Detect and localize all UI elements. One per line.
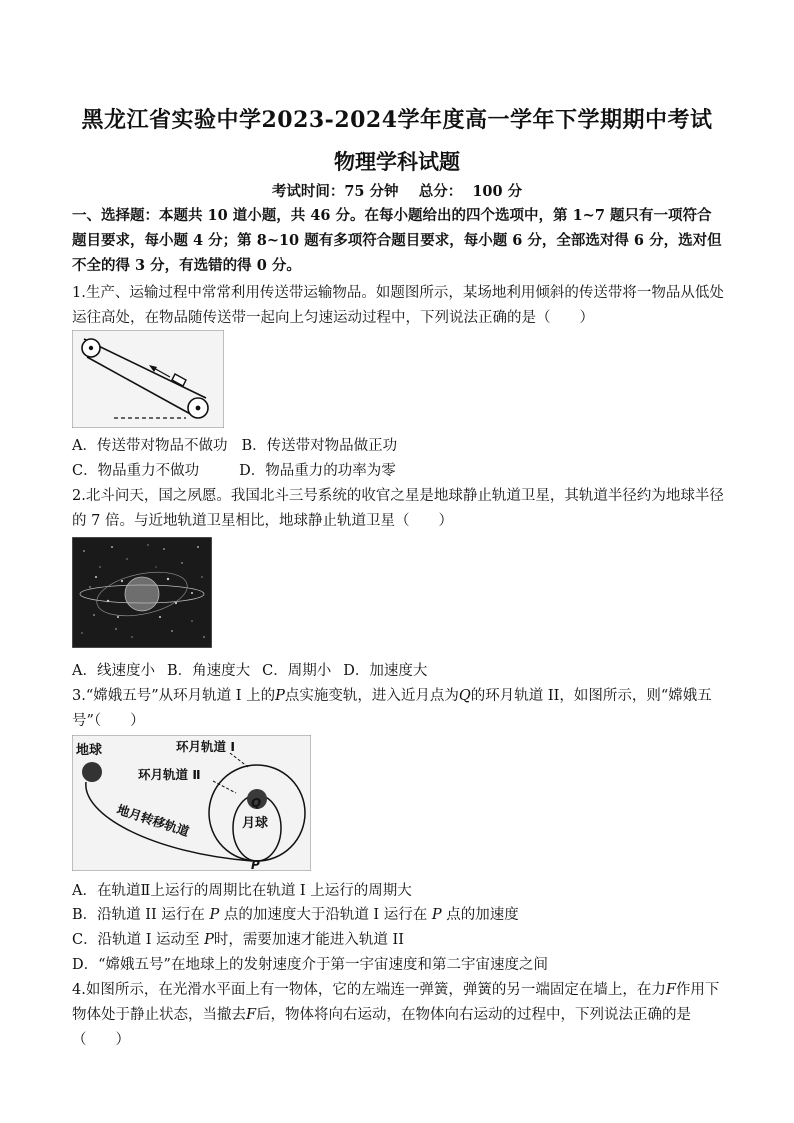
q2-stem: 2.北斗问天，国之夙愿。我国北斗三号系统的收官之星是地球静止轨道卫星，其轨道半径约为地球半径的 7 倍。与近地轨道卫星相比，地球静止轨道卫星（ ） [72,488,724,529]
q3-option-b-text-2: 点的加速度大于沿轨道 I 运行在 [219,907,432,923]
q3-stem-text-3: 的环月轨道 II，如图所示，则“嫦娥五号”（ ） [72,688,712,729]
exam-info: 考试时间：75 分钟 总分： 100 分 [271,183,523,200]
q2-option-d[interactable]: D．加速度大 [343,663,428,679]
exam-title: 黑龙江省实验中学2023-2024学年度高一学年下学期期中考试 [81,107,713,133]
lunar-orbit-diagram [72,735,311,871]
q3-option-c[interactable] [72,928,404,949]
point-q-label: Q [251,796,262,810]
q2-options [72,659,427,680]
q3-stem [72,684,724,734]
transfer-orbit-label: 地月转移轨道 [115,801,192,840]
earth-globe [125,577,159,611]
q4-stem-text-3: 后，物体将向右运动，在物体向右运动的过程中，下列说法正确的是（ ） [72,1007,692,1048]
earth-label: 地球 [76,743,103,758]
q1-options-row2 [72,459,396,480]
q3-option-d[interactable]: D．“嫦娥五号”在地球上的发射速度介于第一宇宙速度和第二宇宙速度之间 [72,957,548,973]
moon-label: 月球 [242,816,269,831]
q1-option-b[interactable]: B．传送带对物品做正功 [241,438,398,454]
q3-option-b-text-3: 点的加速度 [441,907,519,923]
section-instructions: 一、选择题：本题共 10 道小题，共 46 分。在每小题给出的四个选项中，第 1~7 题只有一项符合题目要求，每小题 4 分；第 8~10 题有多项符合题目要求，每小题 6 分，全部选对得 6 分，选对但不全的得 3 分，有选错的得 0 分。 [72,207,722,274]
q2-option-b[interactable]: B．角速度大 [166,663,251,679]
conveyor-belt-diagram [72,330,224,428]
conveyor-belt-figure [72,330,224,428]
q4-stem-text-1: 4.如图所示，在光滑水平面上有一物体，它的左端连一弹簧，弹簧的另一端固定在墙上，在力 [72,982,666,998]
point-p-label: P [251,858,260,871]
lunar-orbit-figure [72,735,311,871]
q3-option-c-var-p: P [204,932,214,948]
q4-var-f: F [665,982,676,998]
q3-option-b-var-p: P [209,907,220,923]
exam-subtitle: 物理学科试题 [334,149,460,174]
q1-option-c[interactable]: C．物品重力不做功 [72,463,200,479]
q1-options-row1 [72,434,397,455]
q2-option-c[interactable]: C．周期小 [262,663,332,679]
q1-option-d[interactable]: D．物品重力的功率为零 [239,463,396,479]
q3-option-c-text-1: C．沿轨道 I 运动至 [72,932,205,948]
orbit-2-label: 环月轨道 Ⅱ [138,767,201,782]
q4-var-f-2: F [246,1007,257,1023]
q3-option-b-text-1: B．沿轨道 II 运行在 [72,907,210,923]
q1-stem: 1.生产、运输过程中常常利用传送带运输物品。如题图所示，某场地利用倾斜的传送带将一物品从低处运往高处，在物品随传送带一起向上匀速运动过程中，下列说法正确的是（ ） [72,285,724,326]
earth-dot [82,762,102,782]
q3-option-c-text-2: 时，需要加速才能进入轨道 II [213,932,404,948]
q3-stem-text-1: 3.“嫦娥五号”从环月轨道 I 上的 [72,688,276,704]
q3-var-p: P [275,688,285,704]
q4-stem-text-2: 作用下物体处于静止状态，当撤去 [72,982,720,1023]
q4-stem [72,978,724,1053]
q3-var-q: Q [458,688,471,704]
q1-option-a[interactable]: A．传送带对物品不做功 [72,438,228,454]
q3-stem-text-2: 点实施变轨，进入近月点为 [284,688,459,704]
q3-option-b[interactable] [72,903,519,924]
earth-orbit-photo [72,537,212,648]
q3-option-a[interactable]: A．在轨道Ⅱ上运行的周期比在轨道 I 上运行的周期大 [72,883,412,899]
q2-option-a[interactable]: A．线速度小 [72,663,155,679]
orbit-1-label: 环月轨道 Ⅰ [176,739,236,754]
q3-option-b-var-p-2: P [431,907,442,923]
satellite-photo-figure [72,537,212,648]
